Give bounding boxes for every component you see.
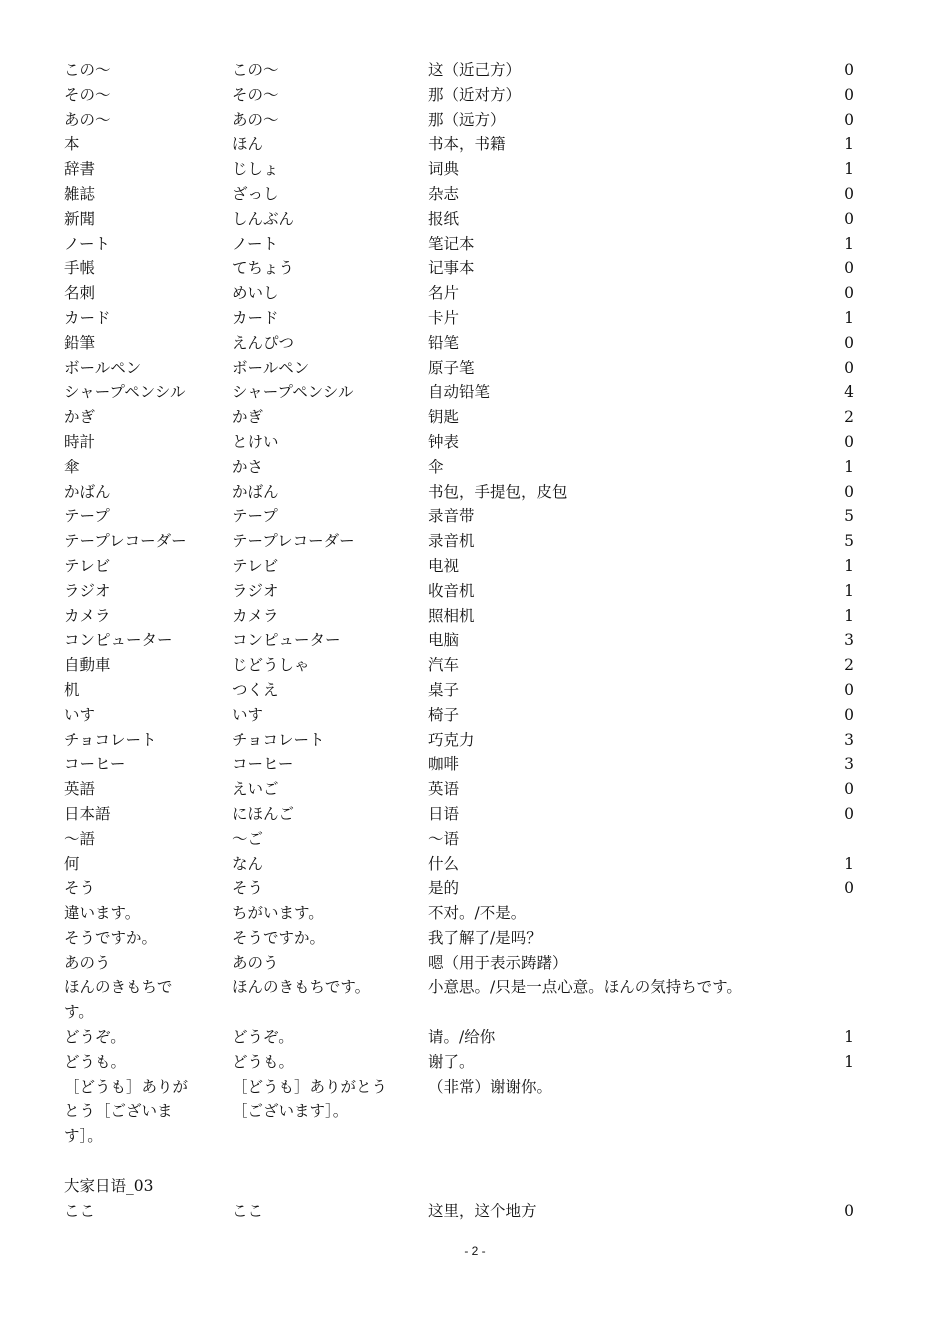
vocab-reading: ほんのきもちです。 xyxy=(232,978,371,997)
vocab-word: ボールペン xyxy=(64,358,142,377)
vocab-word: 時計 xyxy=(64,432,96,451)
vocab-reading: シャープペンシル xyxy=(232,383,354,402)
vocab-meaning: 请。/给你 xyxy=(428,1028,496,1047)
vocab-accent: 0 xyxy=(844,1201,854,1220)
vocab-meaning: 书本，书籍 xyxy=(428,135,506,154)
vocab-meaning: 桌子 xyxy=(428,680,460,699)
vocab-meaning: 伞 xyxy=(428,457,444,476)
vocab-word: ノート xyxy=(64,234,111,253)
vocab-row xyxy=(64,281,854,306)
vocab-accent: 0 xyxy=(844,61,854,79)
vocab-accent xyxy=(830,951,854,976)
vocab-reading: しんぶん xyxy=(232,209,295,228)
vocab-reading: カード xyxy=(232,308,279,327)
vocab-row xyxy=(64,876,854,901)
vocab-word: ［どうも］ありが とう［ございま す］。 xyxy=(64,1077,189,1146)
vocab-reading: そう xyxy=(232,879,264,898)
vocab-row xyxy=(64,380,854,405)
vocab-meaning: 名片 xyxy=(428,284,460,303)
vocab-accent: 1 xyxy=(844,581,854,600)
vocab-meaning: 这（近己方） xyxy=(428,61,522,79)
vocab-row xyxy=(64,777,854,802)
vocab-row xyxy=(64,182,854,207)
vocab-meaning: 咖啡 xyxy=(428,755,460,774)
vocab-reading: その〜 xyxy=(232,85,279,104)
vocab-word: 手帳 xyxy=(64,259,96,278)
vocab-meaning: 录音机 xyxy=(428,532,475,551)
vocab-reading: テープ xyxy=(232,507,278,526)
vocab-row xyxy=(64,430,854,455)
vocab-row xyxy=(64,306,854,331)
vocab-row xyxy=(64,83,854,108)
vocab-reading: にほんご xyxy=(232,804,295,823)
vocab-reading: ラジオ xyxy=(232,581,279,600)
vocab-reading: 〜ご xyxy=(232,829,264,848)
vocab-meaning: 这里，这个地方 xyxy=(428,1201,537,1220)
vocab-word: 自動車 xyxy=(64,656,111,675)
vocab-reading: てちょう xyxy=(232,259,295,278)
vocab-accent: 1 xyxy=(844,457,854,476)
vocab-row xyxy=(64,108,854,133)
vocab-word: チョコレート xyxy=(64,730,157,749)
vocab-accent: 2 xyxy=(844,656,854,675)
vocab-reading: かばん xyxy=(232,482,279,501)
vocab-accent: 5 xyxy=(844,532,854,551)
vocab-reading: この〜 xyxy=(232,61,279,79)
vocab-row xyxy=(64,232,854,257)
vocab-reading: テレビ xyxy=(232,556,279,575)
vocab-meaning: （非常）谢谢你。 xyxy=(428,1077,553,1096)
vocab-meaning: 不对。/不是。 xyxy=(428,904,527,923)
vocab-row xyxy=(64,752,854,777)
vocab-word: 鉛筆 xyxy=(64,333,96,352)
vocab-meaning: 嗯（用于表示踌躇） xyxy=(428,953,568,972)
vocab-reading: めいし xyxy=(232,284,279,303)
vocab-row xyxy=(64,579,854,604)
vocab-accent: 1 xyxy=(844,308,854,327)
vocab-meaning: 笔记本 xyxy=(428,234,475,253)
vocab-word: 日本語 xyxy=(64,804,111,823)
vocab-meaning: 卡片 xyxy=(428,308,460,327)
vocab-accent: 1 xyxy=(844,854,854,873)
vocab-accent: 0 xyxy=(844,879,854,898)
vocab-accent xyxy=(830,1075,854,1149)
vocab-accent: 4 xyxy=(844,383,854,402)
page-number: - 2 - xyxy=(464,1244,486,1258)
vocab-row xyxy=(64,480,854,505)
vocab-accent: 0 xyxy=(844,680,854,699)
vocab-accent: 0 xyxy=(844,85,854,104)
vocab-accent: 0 xyxy=(844,209,854,228)
vocab-accent: 3 xyxy=(844,755,854,774)
vocab-word: 英語 xyxy=(64,780,96,799)
vocab-meaning: 收音机 xyxy=(428,581,475,600)
vocab-row xyxy=(64,1050,854,1075)
vocab-word: ほんのきもちで す。 xyxy=(64,978,173,1022)
vocab-meaning: 自动铅笔 xyxy=(428,383,491,402)
vocab-row xyxy=(64,504,854,529)
vocab-row xyxy=(64,405,854,430)
spacer xyxy=(64,1149,854,1174)
vocab-word: どうぞ。 xyxy=(64,1028,126,1047)
vocab-reading: どうも。 xyxy=(232,1052,295,1071)
vocab-reading: とけい xyxy=(232,432,279,451)
vocab-meaning: 电视 xyxy=(428,556,460,575)
vocab-reading: ［どうも］ありがとう ［ございます］。 xyxy=(232,1077,388,1121)
vocab-reading: ボールペン xyxy=(232,358,310,377)
vocab-accent: 0 xyxy=(844,705,854,724)
vocab-word: 新聞 xyxy=(64,209,96,228)
vocab-accent: 0 xyxy=(844,259,854,278)
vocab-reading: ここ xyxy=(232,1201,264,1220)
vocab-word: テープ xyxy=(64,507,110,526)
vocab-word: 名刺 xyxy=(64,284,96,303)
vocab-word: テレビ xyxy=(64,556,111,575)
vocab-reading: あの〜 xyxy=(232,110,279,129)
vocab-meaning: 我了解了/是吗？ xyxy=(428,928,542,947)
vocab-accent xyxy=(830,926,854,951)
vocab-accent: 3 xyxy=(844,631,854,650)
vocab-meaning: 报纸 xyxy=(428,209,460,228)
vocab-meaning: 电脑 xyxy=(428,631,460,650)
vocab-meaning: 钥匙 xyxy=(428,408,460,427)
vocab-reading: かぎ xyxy=(232,408,264,427)
vocab-word: シャープペンシル xyxy=(64,383,186,402)
vocab-row xyxy=(64,678,854,703)
vocab-reading: ノート xyxy=(232,234,279,253)
vocab-meaning: 词典 xyxy=(428,160,460,179)
vocab-accent: 1 xyxy=(844,135,854,154)
vocab-meaning: 英语 xyxy=(428,780,460,799)
vocab-meaning: 小意思。/只是一点心意。ほんの気持ちです。 xyxy=(428,978,742,997)
vocab-reading: ざっし xyxy=(232,184,279,203)
vocab-meaning: 巧克力 xyxy=(428,730,475,749)
vocab-word: そうですか。 xyxy=(64,928,158,947)
section-title: 大家日语_03 xyxy=(64,1176,154,1195)
vocab-reading: えんぴつ xyxy=(232,333,295,352)
vocab-meaning: 原子笔 xyxy=(428,358,475,377)
vocab-row xyxy=(64,703,854,728)
vocab-meaning: 〜语 xyxy=(428,829,460,848)
vocab-reading: じどうしゃ xyxy=(232,656,310,675)
vocab-word: その〜 xyxy=(64,85,111,104)
vocab-accent: 0 xyxy=(844,358,854,377)
vocab-row xyxy=(64,975,854,1025)
vocab-reading: そうですか。 xyxy=(232,928,326,947)
vocab-word: かぎ xyxy=(64,408,96,427)
vocab-accent: 0 xyxy=(844,184,854,203)
vocab-accent: 0 xyxy=(844,333,854,352)
vocab-meaning: 汽车 xyxy=(428,656,460,675)
vocab-row xyxy=(64,628,854,653)
vocab-accent: 0 xyxy=(844,780,854,799)
vocab-reading: ほん xyxy=(232,135,264,154)
vocab-row xyxy=(64,455,854,480)
vocab-accent: 1 xyxy=(844,606,854,625)
vocab-word: ここ xyxy=(64,1201,96,1220)
vocab-meaning: 谢了。 xyxy=(428,1052,475,1071)
vocab-word: いす xyxy=(64,705,96,724)
vocab-meaning: 照相机 xyxy=(428,606,475,625)
vocab-word: 〜語 xyxy=(64,829,96,848)
vocab-meaning: 钟表 xyxy=(428,432,460,451)
vocab-row xyxy=(64,1199,854,1224)
vocab-row xyxy=(64,901,854,926)
vocab-word: あのう xyxy=(64,953,111,972)
vocab-word: この〜 xyxy=(64,61,111,79)
vocab-reading: かさ xyxy=(232,457,264,476)
vocab-accent: 0 xyxy=(844,110,854,129)
vocab-meaning: 什么 xyxy=(428,854,460,873)
vocab-accent: 2 xyxy=(844,408,854,427)
vocab-row xyxy=(64,331,854,356)
vocab-word: あの〜 xyxy=(64,110,111,129)
vocab-row xyxy=(64,827,854,852)
vocab-meaning: 日语 xyxy=(428,804,460,823)
vocab-reading: じしょ xyxy=(232,160,279,179)
vocab-accent: 1 xyxy=(844,1052,854,1071)
vocab-meaning: 书包，手提包，皮包 xyxy=(428,482,568,501)
vocab-word: どうも。 xyxy=(64,1052,127,1071)
vocab-accent: 1 xyxy=(844,1028,854,1047)
vocab-reading: いす xyxy=(232,705,264,724)
vocab-row xyxy=(64,132,854,157)
vocab-reading: チョコレート xyxy=(232,730,325,749)
vocab-row xyxy=(64,256,854,281)
vocab-reading: あのう xyxy=(232,953,279,972)
vocab-reading: コーヒー xyxy=(232,755,294,774)
vocab-accent: 0 xyxy=(844,432,854,451)
vocab-row xyxy=(64,1075,854,1149)
vocab-meaning: 记事本 xyxy=(428,259,475,278)
vocab-word: そう xyxy=(64,879,96,898)
vocab-word: カメラ xyxy=(64,606,111,625)
vocab-meaning: 杂志 xyxy=(428,184,460,203)
vocab-accent: 0 xyxy=(844,804,854,823)
vocab-word: 机 xyxy=(64,680,80,699)
vocab-word: 違います。 xyxy=(64,904,141,923)
vocab-accent: 0 xyxy=(844,284,854,303)
vocab-word: かばん xyxy=(64,482,111,501)
vocab-accent: 5 xyxy=(844,507,854,526)
vocab-row xyxy=(64,207,854,232)
vocab-word: テープレコーダー xyxy=(64,532,187,551)
vocab-reading: なん xyxy=(232,854,264,873)
vocab-row xyxy=(64,157,854,182)
vocab-reading: どうぞ。 xyxy=(232,1028,294,1047)
vocab-row xyxy=(64,604,854,629)
vocab-meaning: 那（近对方） xyxy=(428,85,522,104)
vocab-word: カード xyxy=(64,308,111,327)
vocab-word: 辞書 xyxy=(64,160,96,179)
vocab-accent: 1 xyxy=(844,160,854,179)
vocab-accent: 3 xyxy=(844,730,854,749)
vocabulary-list xyxy=(64,58,854,1223)
vocab-row xyxy=(64,356,854,381)
vocab-accent: 0 xyxy=(844,482,854,501)
vocab-word: 傘 xyxy=(64,457,80,476)
vocab-row xyxy=(64,852,854,877)
vocab-meaning: 是的 xyxy=(428,879,460,898)
vocab-row xyxy=(64,653,854,678)
vocab-word: 本 xyxy=(64,135,80,154)
vocab-row xyxy=(64,951,854,976)
vocab-row xyxy=(64,529,854,554)
vocab-meaning: 椅子 xyxy=(428,705,460,724)
vocab-word: ラジオ xyxy=(64,581,111,600)
vocab-reading: コンピューター xyxy=(232,631,341,650)
vocab-row xyxy=(64,58,854,83)
vocab-word: コーヒー xyxy=(64,755,126,774)
vocab-word: 雑誌 xyxy=(64,184,96,203)
vocab-reading: カメラ xyxy=(232,606,279,625)
vocab-accent xyxy=(830,901,854,926)
vocab-meaning: 录音带 xyxy=(428,507,475,526)
vocab-row xyxy=(64,926,854,951)
vocab-reading: えいご xyxy=(232,780,279,799)
vocab-meaning: 铅笔 xyxy=(428,333,460,352)
vocab-row xyxy=(64,728,854,753)
vocab-row xyxy=(64,1025,854,1050)
vocab-word: コンピューター xyxy=(64,631,173,650)
vocab-accent: 1 xyxy=(844,556,854,575)
vocab-meaning: 那（远方） xyxy=(428,110,506,129)
vocab-reading: ちがいます。 xyxy=(232,904,324,923)
vocab-row xyxy=(64,554,854,579)
vocab-reading: テープレコーダー xyxy=(232,532,355,551)
vocab-accent xyxy=(830,827,854,852)
vocab-accent: 1 xyxy=(844,234,854,253)
vocab-row xyxy=(64,802,854,827)
vocab-reading: つくえ xyxy=(232,680,279,699)
vocab-word: 何 xyxy=(64,854,80,873)
